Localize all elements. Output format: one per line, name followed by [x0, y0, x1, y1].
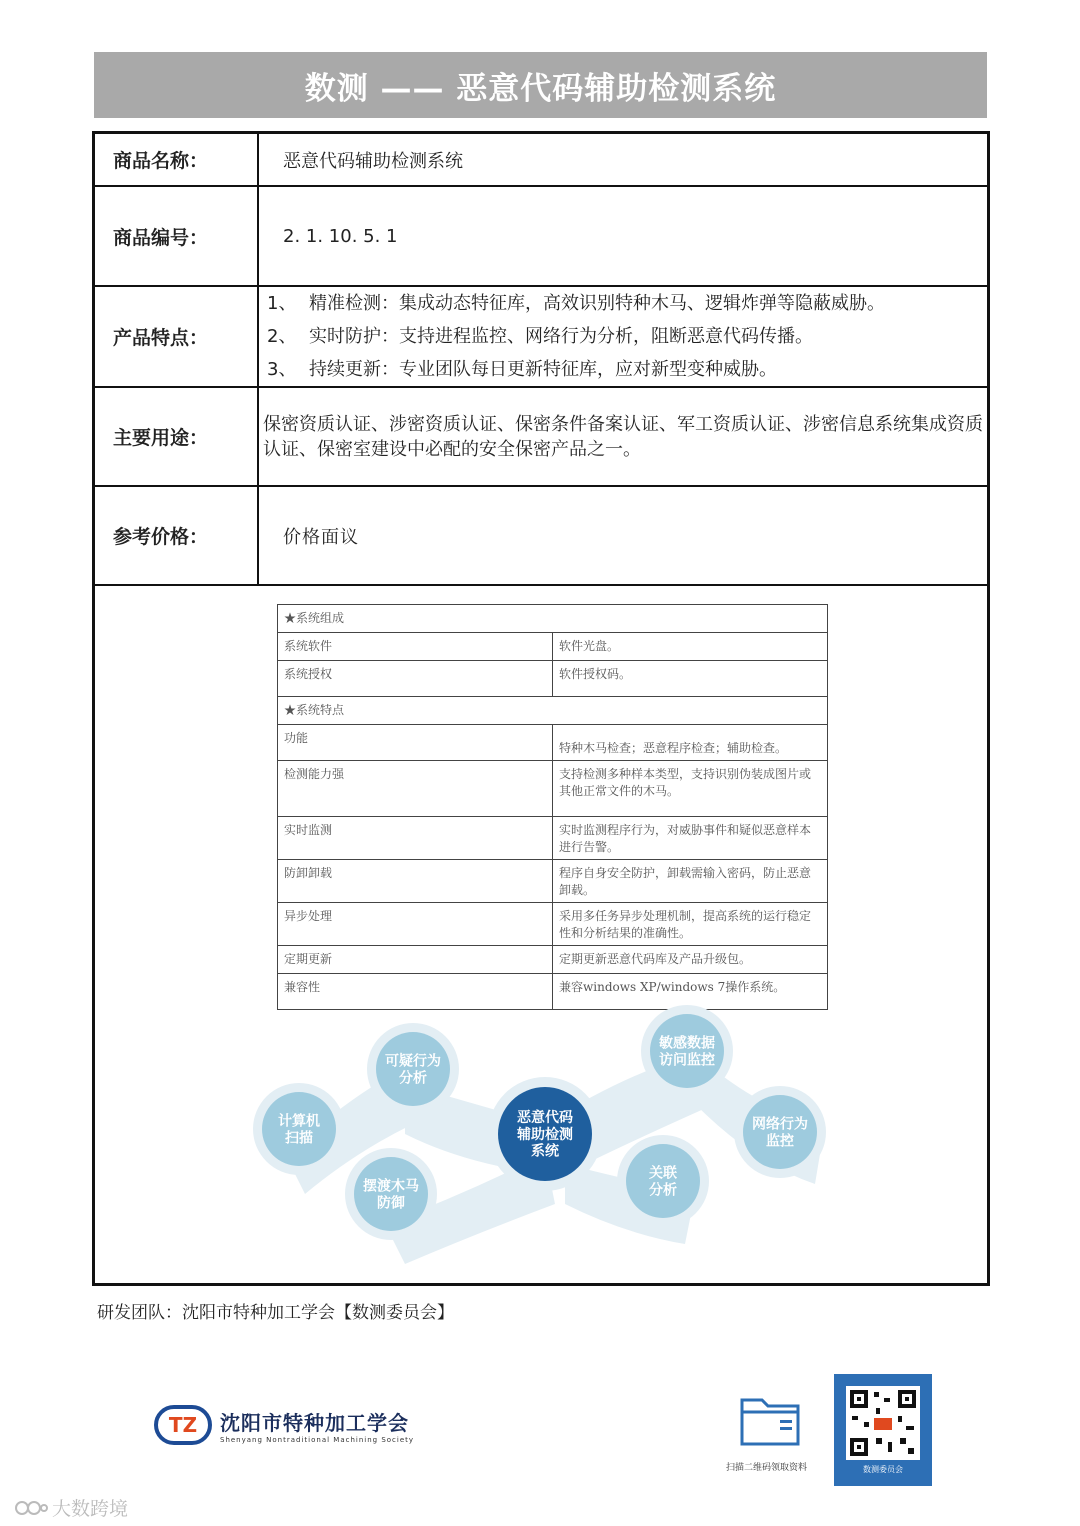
features-list	[258, 286, 987, 387]
product-frame	[92, 131, 990, 1286]
row-price	[95, 486, 987, 585]
diagram-node-label: 辅助检测	[517, 1126, 573, 1143]
feature-item	[259, 287, 987, 320]
feature-text: 实时防护：支持进程监控、网络行为分析，阻断恶意代码传播。	[309, 326, 813, 347]
spec-key: 定期更新	[278, 946, 553, 974]
row-name	[95, 134, 987, 186]
spec-key: 功能	[278, 725, 553, 761]
title-bar	[94, 52, 987, 118]
composition-header: ★系统组成	[278, 605, 828, 633]
spec-row	[278, 661, 828, 697]
diagram-node-label: 恶意代码	[517, 1110, 573, 1127]
row-features	[95, 286, 987, 387]
product-info-table	[95, 134, 987, 586]
diagram-node	[734, 1086, 826, 1178]
diagram-node-label: 访问监控	[659, 1052, 715, 1069]
usage-cell	[258, 387, 987, 486]
spec-row	[278, 860, 828, 903]
diagram-node-label: 摆渡木马	[363, 1178, 419, 1195]
code-label: 商品编号：	[95, 186, 258, 286]
watermark	[14, 1494, 128, 1521]
spec-row	[278, 633, 828, 661]
spec-row	[278, 817, 828, 860]
diagram-node-label: 分析	[649, 1182, 677, 1199]
diagram-node-label: 扫描	[285, 1130, 313, 1147]
diagram-center-node	[488, 1077, 602, 1191]
spec-value: 采用多任务异步处理机制，提高系统的运行稳定性和分析结果的准确性。	[553, 903, 828, 946]
feature-item	[259, 320, 987, 353]
feature-diagram	[245, 994, 845, 1264]
usage-value: 保密资质认证、涉密资质认证、保密条件备案认证、军工资质认证、涉密信息系统集成资质认证、保密室建设中必配的安全保密产品之一。	[263, 413, 983, 460]
page-title: 数测 —— 恶意代码辅助检测系统	[304, 70, 777, 107]
diagram-node-label: 监控	[766, 1133, 794, 1150]
org-logo-text	[220, 1407, 414, 1444]
spec-value: 软件授权码。	[553, 661, 828, 697]
spec-table	[277, 604, 828, 1010]
diagram-node-label: 关联	[649, 1165, 677, 1182]
name-value: 恶意代码辅助检测系统	[258, 134, 987, 186]
spec-key: 系统授权	[278, 661, 553, 697]
diagram-node-label: 分析	[399, 1070, 427, 1087]
diagram-node	[253, 1083, 345, 1175]
spec-key: 异步处理	[278, 903, 553, 946]
feature-item	[259, 353, 987, 386]
spec-key: 检测能力强	[278, 761, 553, 817]
org-logo-icon	[154, 1405, 212, 1445]
spec-value: 定期更新恶意代码库及产品升级包。	[553, 946, 828, 974]
diagram-node	[641, 1005, 733, 1097]
spec-row	[278, 903, 828, 946]
folder-icon	[736, 1390, 806, 1450]
diagram-node	[367, 1023, 459, 1115]
row-usage	[95, 387, 987, 486]
price-label: 参考价格：	[95, 486, 258, 585]
diagram-node	[345, 1148, 437, 1240]
spec-key: 兼容性	[278, 974, 553, 1010]
spec-value: 软件光盘。	[553, 633, 828, 661]
feature-num: 2、	[267, 326, 297, 347]
features-header: ★系统特点	[278, 697, 828, 725]
spec-value: 实时监测程序行为，对威胁事件和疑似恶意样本进行告警。	[553, 817, 828, 860]
feature-num: 3、	[267, 359, 297, 380]
qr-caption: 数测委员会	[863, 1465, 903, 1474]
diagram-node-label: 网络行为	[752, 1116, 808, 1133]
spec-row	[278, 725, 828, 761]
feature-text: 持续更新：专业团队每日更新特征库，应对新型变种威胁。	[309, 359, 777, 380]
logo-mark-text: TZ	[168, 1413, 198, 1437]
spec-value: 兼容windows XP/windows 7操作系统。	[553, 974, 828, 1010]
spec-value: 程序自身安全防护，卸载需输入密码，防止恶意卸载。	[553, 860, 828, 903]
spec-key: 实时监测	[278, 817, 553, 860]
feature-text: 精准检测：集成动态特征库，高效识别特种木马、逻辑炸弹等隐蔽威胁。	[309, 293, 885, 314]
qr-code-icon	[846, 1386, 920, 1460]
org-name-cn: 沈阳市特种加工学会	[220, 1410, 409, 1435]
price-value: 价格面议	[258, 486, 987, 585]
spec-value: 支持检测多种样本类型，支持识别伪装成图片或其他正常文件的木马。	[553, 761, 828, 817]
diagram-node-label: 可疑行为	[385, 1053, 441, 1070]
spec-value: 特种木马检查；恶意程序检查；辅助检查。	[553, 725, 828, 761]
team-credit: 研发团队：沈阳市特种加工学会【数测委员会】	[97, 1303, 454, 1323]
diagram-node-label: 防御	[377, 1195, 405, 1212]
spec-key: 系统软件	[278, 633, 553, 661]
spec-key: 防卸卸载	[278, 860, 553, 903]
usage-label: 主要用途：	[95, 387, 258, 486]
spec-row	[278, 946, 828, 974]
features-label: 产品特点：	[95, 286, 258, 387]
diagram-node	[617, 1135, 709, 1227]
spec-row	[278, 761, 828, 817]
watermark-logo-icon	[14, 1499, 48, 1517]
diagram-node-label: 敏感数据	[659, 1035, 715, 1052]
org-name-en: Shenyang Nontraditional Machining Society	[220, 1435, 415, 1444]
row-code	[95, 186, 987, 286]
diagram-node-label: 系统	[531, 1143, 559, 1160]
code-value: 2. 1. 10. 5. 1	[258, 186, 987, 286]
name-label: 商品名称：	[95, 134, 258, 186]
watermark-text: 大数跨境	[52, 1498, 129, 1520]
feature-num: 1、	[267, 293, 297, 314]
org-logo	[154, 1405, 414, 1445]
qr-code-panel	[834, 1374, 932, 1486]
folder-caption: 扫描二维码领取资料	[726, 1463, 808, 1473]
diagram-node-label: 计算机	[278, 1113, 320, 1130]
